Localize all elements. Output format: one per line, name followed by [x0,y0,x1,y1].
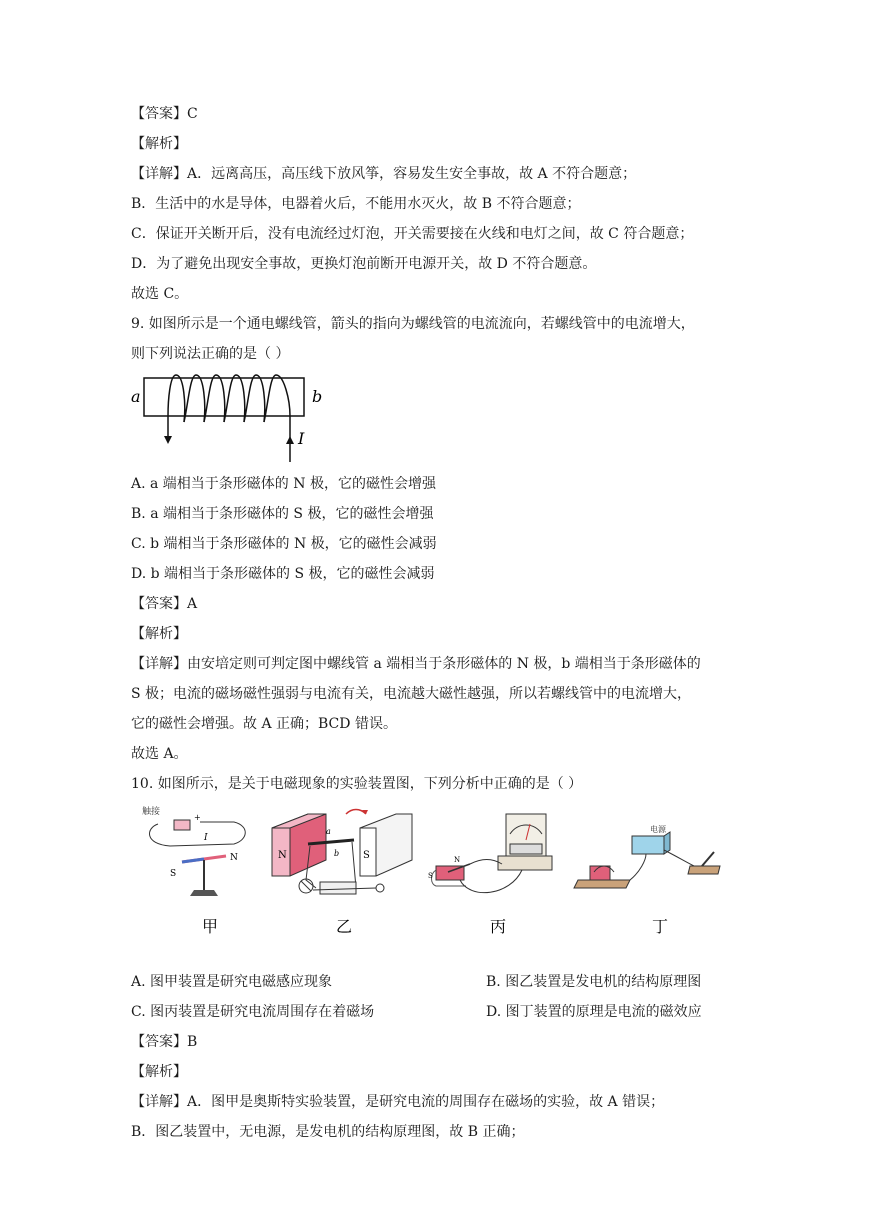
label-i: I [298,429,305,448]
plus-label: + [194,813,201,822]
experiment-figures [130,800,740,940]
figure-ding [574,824,720,888]
detail-line-b: B．图乙装置中，无电源，是发电机的结构原理图，故 B 正确； [131,1124,525,1140]
analysis-label: 【解析】 [131,136,187,152]
answer-value: C [187,106,198,122]
analysis-label: 【解析】 [131,626,187,642]
detail-line-1 [131,654,701,674]
label-jia: 甲 [202,917,219,936]
option-b: B. 图乙装置是发电机的结构原理图 [486,974,702,990]
detail-label: 【详解】 [131,656,187,672]
question-9-stem-line1: 9. 如图所示是一个通电螺线管，箭头的指向为螺线管的电流流向，若螺线管中的电流增大， [131,316,695,332]
label-bing: 丙 [490,917,507,936]
n-label: N [278,850,287,861]
detail-line-a [131,164,636,184]
battery-icon [174,820,190,830]
detail-text: A．图甲是奥斯特实验装置，是研究电流的周围存在磁场的实验，故 A 错误； [187,1094,665,1110]
detail-label: 【详解】 [131,166,187,182]
figure-bing [428,814,552,893]
power-label: 电源 [650,825,666,834]
s-label: S [363,850,370,861]
detail-line-c: C．保证开关断开后，没有电流经过灯泡，开关需要接在火线和电灯之间，故 C 符合题意； [131,226,694,242]
solenoid-figure [128,370,328,466]
option-b: B. a 端相当于条形磁体的 S 极，它的磁性会增强 [131,506,434,522]
analysis-label: 【解析】 [131,1064,187,1080]
answer-label: 【答案】 [131,106,187,122]
option-d: D. 图丁装置的原理是电流的磁效应 [486,1004,702,1020]
s-label: S [170,869,177,879]
detail-text: 由安培定则可判定图中螺线管 a 端相当于条形磁体的 N 极，b 端相当于条形磁体的 [187,656,701,672]
label-b: b [312,387,323,406]
option-c: C. 图丙装置是研究电流周围存在着磁场 [131,1004,375,1020]
figure-yi [272,810,412,895]
arrow-up-icon [286,436,294,444]
touch-label: 触接 [142,807,161,817]
b-label: b [334,849,340,858]
conclusion: 故选 A。 [131,746,188,762]
label-yi: 乙 [336,917,353,936]
conclusion: 故选 C。 [131,286,189,302]
option-c: C. b 端相当于条形磁体的 N 极，它的磁性会减弱 [131,536,437,552]
answer-line [131,594,197,614]
s-label: S [428,872,433,880]
detail-line-2: S 极；电流的磁场磁性强弱与电流有关，电流越大磁性越强，所以若螺线管中的电流增大， [131,686,692,702]
question-10-stem: 10. 如图所示，是关于电磁现象的实验装置图，下列分析中正确的是（ ） [131,776,583,792]
option-a: A. a 端相当于条形磁体的 N 极，它的磁性会增强 [131,476,436,492]
question-9-stem-line2: 则下列说法正确的是（ ） [131,346,290,362]
n-label: N [230,853,238,863]
answer-label: 【答案】 [131,596,187,612]
option-a: A. 图甲装置是研究电磁感应现象 [131,974,333,990]
answer-label: 【答案】 [131,1034,187,1050]
label-ding: 丁 [652,917,669,936]
detail-text: A．远离高压，高压线下放风筝，容易发生安全事故，故 A 不符合题意； [187,166,637,182]
solenoid-coils [168,375,290,462]
arrow-down-icon [164,436,172,444]
detail-line-d: D．为了避免出现安全事故，更换灯泡前断开电源开关，故 D 不符合题意。 [131,256,597,272]
answer-line [131,104,198,124]
figure-jia [142,805,245,896]
label-a: a [131,387,141,406]
n-label: N [454,856,461,864]
answer-line [131,1032,197,1052]
option-d: D. b 端相当于条形磁体的 S 极，它的磁性会减弱 [131,566,435,582]
detail-line-3: 它的磁性会增强。故 A 正确；BCD 错误。 [131,716,397,732]
answer-value: B [187,1034,198,1050]
answer-value: A [187,596,198,612]
detail-line-a [131,1092,664,1112]
detail-line-b: B．生活中的水是导体，电器着火后，不能用水灭火，故 B 不符合题意； [131,196,581,212]
detail-label: 【详解】 [131,1094,187,1110]
current-label: I [204,833,208,843]
a-label: a [326,827,331,836]
